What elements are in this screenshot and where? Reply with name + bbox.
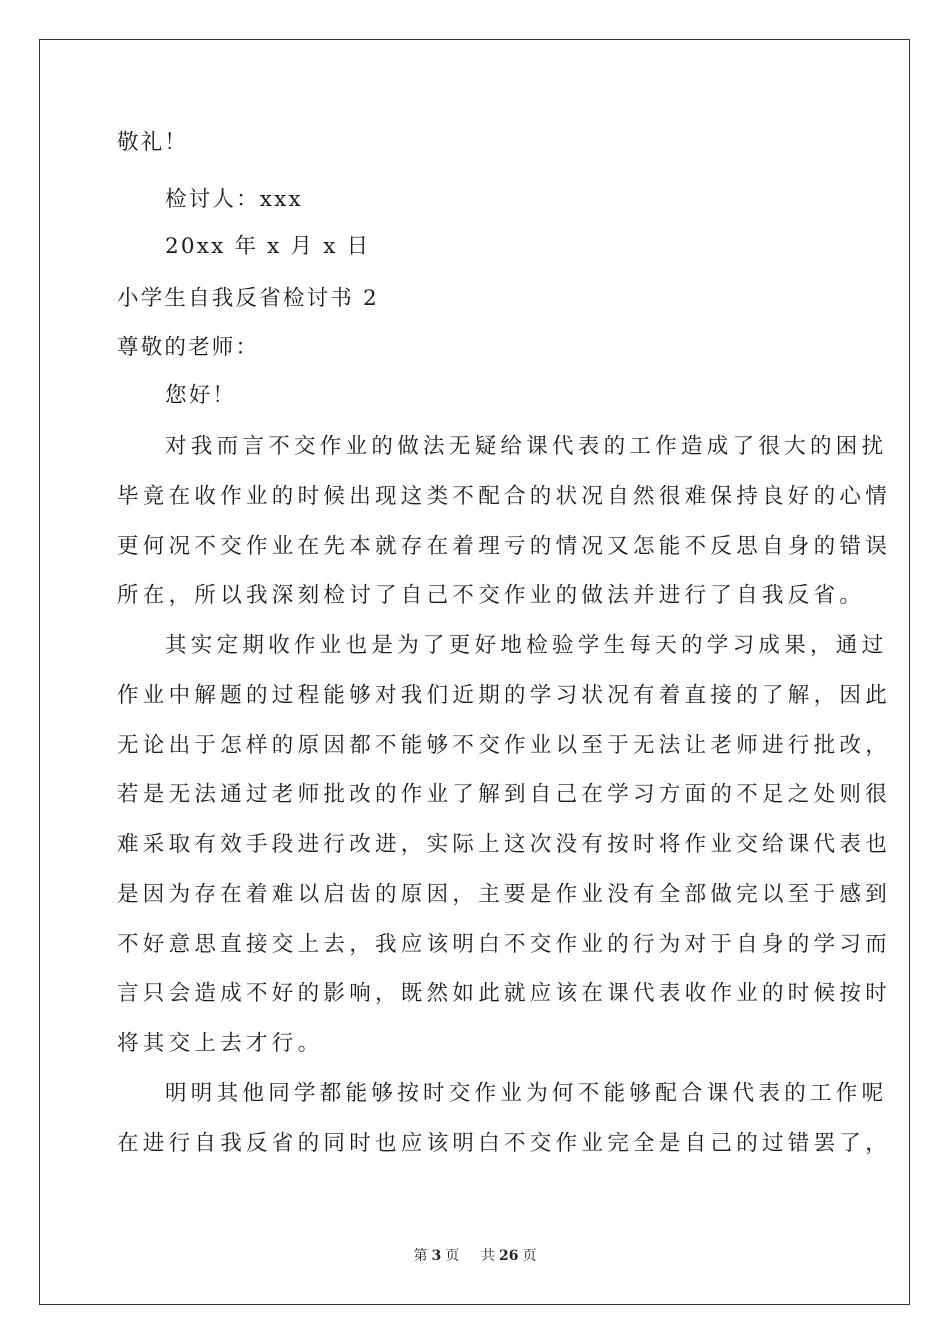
greeting-line: 您好！: [165, 383, 237, 408]
paragraph-line: 更何况不交作业在先本就存在着理亏的情况又怎能不反思自身的错误: [117, 534, 892, 559]
paragraph-line: 若是无法通过老师批改的作业了解到自己在学习方面的不足之处则很: [117, 782, 892, 807]
paragraph-line: 在进行自我反省的同时也应该明白不交作业完全是自己的过错罢了，: [117, 1131, 892, 1156]
page-footer: [0, 1245, 950, 1265]
closing-line: 敬礼！: [117, 130, 189, 155]
page-suffix: 页: [445, 1248, 460, 1264]
page-prefix: 第: [413, 1248, 428, 1264]
paragraph-line: 难采取有效手段进行改进，实际上这次没有按时将作业交给课代表也: [117, 832, 892, 857]
paragraph-line: 不好意思直接交上去，我应该明白不交作业的行为对于自身的学习而: [117, 932, 892, 957]
paragraph-line: 是因为存在着难以启齿的原因，主要是作业没有全部做完以至于感到: [117, 882, 892, 907]
total-pages: 26: [499, 1248, 519, 1264]
paragraph-line: 所在，所以我深刻检讨了自己不交作业的做法并进行了自我反省。: [117, 583, 866, 608]
salutation-line: 尊敬的老师：: [117, 335, 260, 360]
section-title: 小学生自我反省检讨书 2: [117, 286, 379, 311]
total-suffix: 页: [522, 1248, 537, 1264]
page-number: 3: [431, 1248, 442, 1264]
paragraph-line: 其实定期收作业也是为了更好地检验学生每天的学习成果，通过: [165, 633, 888, 658]
date-line: 20xx 年 x 月 x 日: [165, 234, 371, 259]
paragraph-line: 无论出于怎样的原因都不能够不交作业以至于无法让老师进行批改，: [117, 733, 892, 758]
paragraph-line: 明明其他同学都能够按时交作业为何不能够配合课代表的工作呢: [165, 1081, 888, 1106]
paragraph-line: 对我而言不交作业的做法无疑给课代表的工作造成了很大的困扰: [165, 434, 888, 459]
paragraph-line: 毕竟在收作业的时候出现这类不配合的状况自然很难保持良好的心情: [117, 484, 892, 509]
paragraph-line: 言只会造成不好的影响，既然如此就应该在课代表收作业的时候按时: [117, 981, 892, 1006]
page-border: [39, 39, 910, 1305]
paragraph-line: 将其交上去才行。: [117, 1031, 324, 1056]
signer-line: 检讨人：xxx: [165, 187, 303, 212]
total-prefix: 共: [481, 1248, 496, 1264]
paragraph-line: 作业中解题的过程能够对我们近期的学习状况有着直接的了解，因此: [117, 683, 892, 708]
